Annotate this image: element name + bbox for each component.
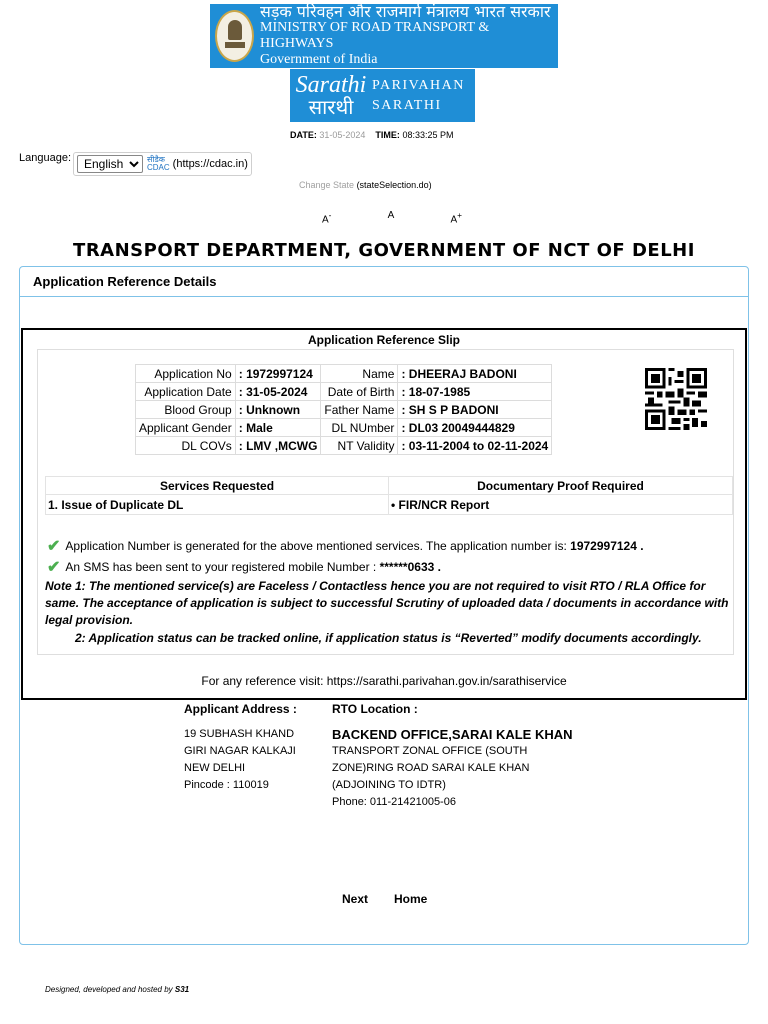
sarathi-word-parivahan: PARIVAHAN (372, 77, 465, 93)
cdac-logo-icon[interactable]: सीडैक CDAC (147, 155, 170, 172)
field-label: Application Date (136, 383, 236, 401)
field-label: DL NUmber (321, 419, 398, 437)
language-dropdown[interactable] (77, 155, 143, 173)
footer-org: S31 (174, 985, 190, 994)
services-header: Services Requested (46, 477, 389, 495)
home-button[interactable]: Home (394, 892, 428, 906)
panel-title: Application Reference Details (20, 267, 748, 297)
field-label: NT Validity (321, 437, 398, 455)
checkmark-icon: ✔ (47, 538, 61, 555)
rto-address-line: (ADJOINING TO IDTR) (332, 779, 446, 791)
field-value: : DHEERAJ BADONI (398, 365, 552, 383)
table-row (136, 365, 552, 383)
cdac-link[interactable]: (https://cdac.in) (172, 158, 248, 170)
change-state-target: (stateSelection.do) (356, 180, 432, 190)
date-value: 31-05-2024 (319, 130, 366, 140)
field-value: : DL03 20049444829 (398, 419, 552, 437)
application-number-message (47, 536, 644, 556)
table-row (136, 419, 552, 437)
font-decrease-button[interactable]: A- (322, 210, 332, 226)
rto-name: BACKEND OFFICE,SARAI KALE KHAN (332, 727, 573, 742)
mobile-number: ******0633 . (379, 560, 441, 574)
footer-text: Designed, developed and hosted by (45, 985, 173, 994)
time-value: 08:33:25 PM (402, 130, 454, 140)
ministry-hindi-name: सड़क परिवहन और राजमार्ग मंत्रालय भारत सरकार (260, 2, 551, 21)
services-table (45, 476, 733, 515)
font-normal-button[interactable]: A (387, 210, 395, 221)
note-1: Note 1: The mentioned service(s) are Faceless / Contactless hence you are not required to visit RTO / RLA Office for same. The acceptance of application is subject to successful Scrutiny of uploaded data / documents in accordance with legal provision. (45, 579, 729, 627)
change-state-link[interactable]: Change State (299, 180, 355, 190)
field-label: Applicant Gender (136, 419, 236, 437)
field-value: : 18-07-1985 (398, 383, 552, 401)
next-button[interactable]: Next (342, 892, 369, 906)
national-emblem-icon (215, 10, 254, 62)
field-label: Blood Group (136, 401, 236, 419)
address-pincode: Pincode : 110019 (184, 779, 269, 791)
table-row (136, 383, 552, 401)
navigation-buttons (342, 892, 427, 906)
rto-phone: Phone: 011-21421005-06 (332, 796, 456, 808)
field-label: Name (321, 365, 398, 383)
date-time-display (290, 130, 453, 140)
address-line: 19 SUBHASH KHAND (184, 728, 295, 740)
government-label: Government of India (260, 52, 378, 67)
applicant-info-table (135, 364, 552, 455)
rto-location-heading: RTO Location : (332, 702, 418, 716)
application-reference-slip (21, 328, 747, 700)
field-value: : 03-11-2004 to 02-11-2024 (398, 437, 552, 455)
rto-location (332, 701, 573, 811)
sms-message (47, 557, 441, 577)
footer (45, 985, 189, 994)
field-label: Application No (136, 365, 236, 383)
rto-address-line: ZONE)RING ROAD SARAI KALE KHAN (332, 762, 530, 774)
font-increase-button[interactable]: A+ (450, 210, 462, 226)
address-line: NEW DELHI (184, 762, 246, 774)
field-label: Date of Birth (321, 383, 398, 401)
message-text: An SMS has been sent to your registered mobile Number : (65, 560, 377, 574)
service-item: 1. Issue of Duplicate DL (46, 495, 389, 515)
font-size-controls (322, 210, 462, 225)
application-number: 1972997124 . (570, 539, 644, 553)
proof-item: • FIR/NCR Report (389, 495, 733, 515)
qr-code-icon (645, 368, 707, 430)
field-value: : 31-05-2024 (235, 383, 321, 401)
language-selector (19, 152, 252, 176)
field-value: : Male (235, 419, 321, 437)
department-title: TRANSPORT DEPARTMENT, GOVERNMENT OF NCT OF DELHI (73, 240, 695, 261)
field-value: : LMV ,MCWG (235, 437, 321, 455)
language-label: Language: (19, 152, 71, 164)
ministry-banner (210, 4, 558, 68)
applicant-address-heading: Applicant Address : (184, 702, 297, 716)
table-header-row (46, 477, 733, 495)
applicant-address (184, 701, 297, 794)
reference-link: For any reference visit: https://sarathi.parivahan.gov.in/sarathiservice (201, 674, 567, 688)
time-label: TIME: (375, 130, 400, 140)
proof-header: Documentary Proof Required (389, 477, 733, 495)
change-state (299, 180, 432, 190)
table-row (136, 401, 552, 419)
date-label: DATE: (290, 130, 317, 140)
rto-address-line: TRANSPORT ZONAL OFFICE (SOUTH (332, 745, 528, 757)
field-value: : 1972997124 (235, 365, 321, 383)
sarathi-logo (290, 69, 475, 122)
field-label: DL COVs (136, 437, 236, 455)
checkmark-icon: ✔ (47, 559, 61, 576)
message-text: Application Number is generated for the above mentioned services. The application number is: (65, 539, 567, 553)
sarathi-word-sarathi: SARATHI (372, 97, 442, 113)
table-row (46, 495, 733, 515)
field-label: Father Name (321, 401, 398, 419)
address-line: GIRI NAGAR KALKAJI (184, 745, 296, 757)
table-row (136, 437, 552, 455)
ministry-english-name: MINISTRY OF ROAD TRANSPORT & HIGHWAYS (260, 20, 490, 51)
field-value: : SH S P BADONI (398, 401, 552, 419)
slip-title: Application Reference Slip (307, 333, 461, 347)
sarathi-logo-hindi: सारथी (308, 94, 354, 119)
sarathi-logo-english: Sarathi (295, 71, 367, 98)
slip-body (37, 349, 734, 655)
note-2: 2: Application status can be tracked online, if application status is “Reverted” modify documents accordingly. (75, 631, 702, 645)
field-value: : Unknown (235, 401, 321, 419)
